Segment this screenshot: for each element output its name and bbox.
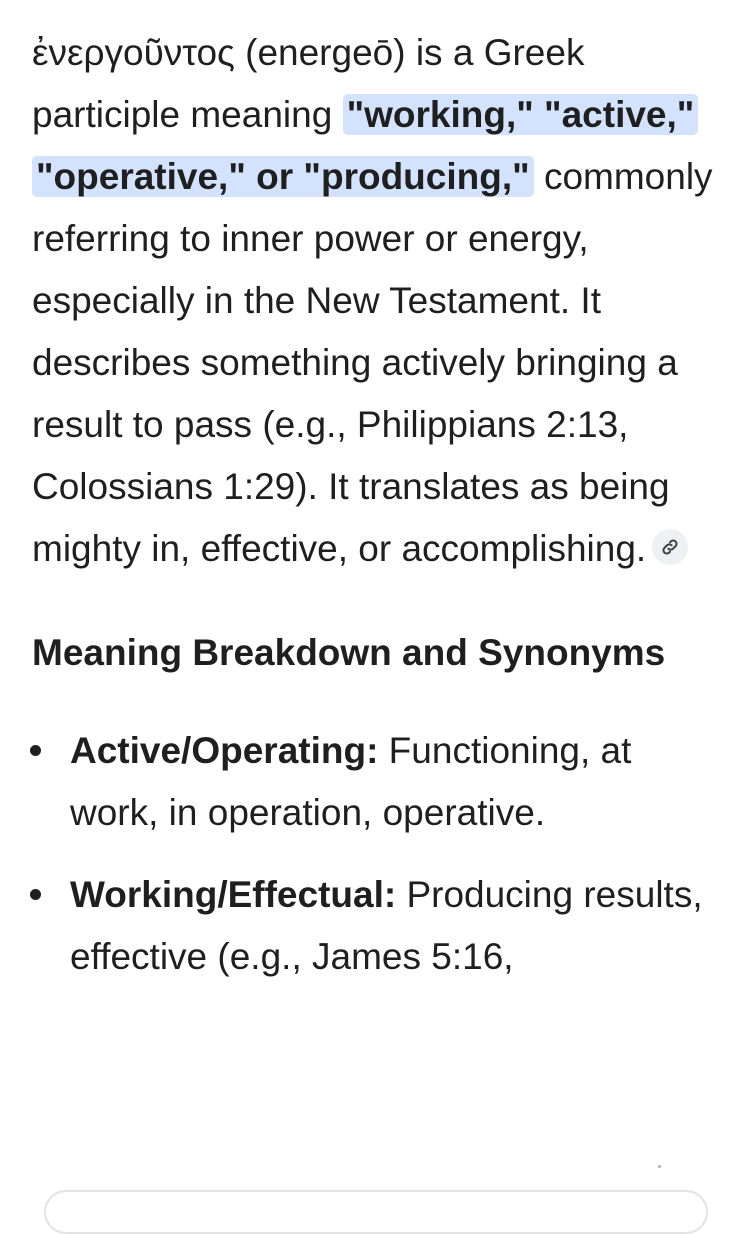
decorative-dot (658, 1165, 661, 1168)
list-item-definition: Functioning, at work, in operation, operative. (70, 730, 632, 833)
list-item (32, 720, 722, 844)
ai-answer (32, 22, 722, 1008)
link-icon (660, 537, 680, 557)
follow-up-input-bar[interactable] (44, 1190, 708, 1234)
bullet-icon (30, 745, 41, 756)
list-item-term: Active/Operating: (70, 730, 379, 771)
answer-paragraph (32, 22, 722, 580)
list-item (32, 864, 722, 988)
section-heading: Meaning Breakdown and Synonyms (32, 632, 666, 673)
list-item-definition: Producing results, effective (e.g., James 5:16, (70, 874, 703, 977)
answer-rest-text: commonly referring to inner power or energy, especially in the New Testament. It describes something actively bringing a result to pass (e.g., Philippians 2:13, Colossians 1:29). It translates as being mighty in, effective, or accomplishing. (32, 156, 713, 569)
source-link-button[interactable] (652, 529, 688, 565)
answer-lead-text: ἐνεργοῦντος (energeō) is a Greek participle meaning (32, 32, 585, 135)
list-item-term: Working/Effectual: (70, 874, 397, 915)
bullet-icon (30, 889, 41, 900)
highlighted-meaning: "working," "active," "operative," or "producing," (32, 94, 698, 197)
synonym-list (32, 720, 722, 988)
